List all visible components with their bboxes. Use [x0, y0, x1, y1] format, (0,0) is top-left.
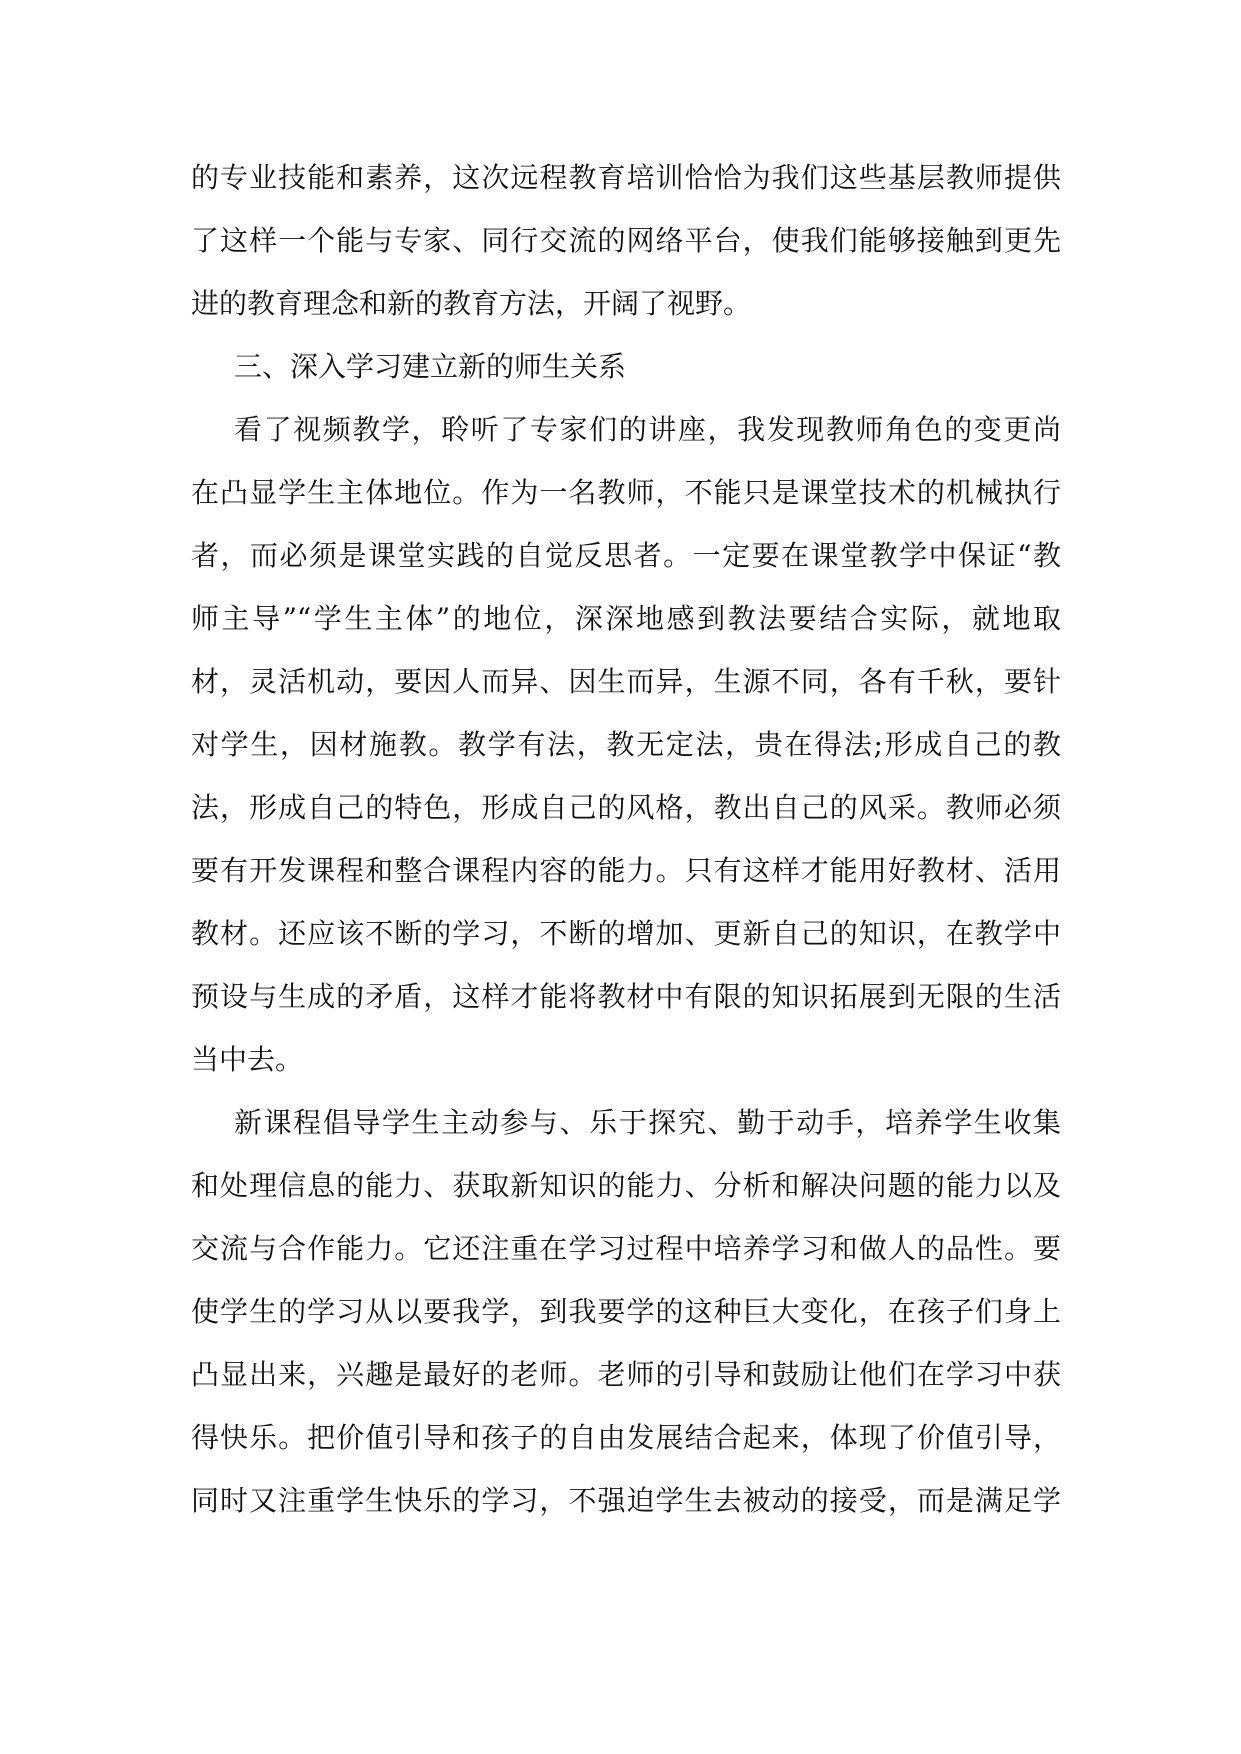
paragraph-line-9: 材，灵活机动，要因人而异、因生而异，生源不同，各有千秋，要针: [191, 665, 1061, 698]
paragraph-line-22: 同时又注重学生快乐的学习，不强迫学生去被动的接受，而是满足学: [191, 1484, 1061, 1517]
paragraph-line-6: 在凸显学生主体地位。作为一名教师，不能只是课堂技术的机械执行: [191, 476, 1061, 509]
paragraph-line-11: 法，形成自己的特色，形成自己的风格，教出自己的风采。教师必须: [191, 791, 1061, 824]
paragraph-line-14: 预设与生成的矛盾，这样才能将教材中有限的知识拓展到无限的生活: [191, 980, 1061, 1013]
paragraph-line-8: 师主导”“学生主体”的地位，深深地感到教法要结合实际，就地取: [191, 602, 1061, 635]
paragraph-line-18: 交流与合作能力。它还注重在学习过程中培养学习和做人的品性。要: [191, 1232, 1061, 1265]
paragraph-line-5: 看了视频教学，聆听了专家们的讲座，我发现教师角色的变更尚: [234, 413, 1061, 446]
paragraph-line-15: 当中去。: [191, 1043, 304, 1076]
paragraph-line-13: 教材。还应该不断的学习，不断的增加、更新自己的知识，在教学中: [191, 917, 1061, 950]
paragraph-line-10: 对学生，因材施教。教学有法，教无定法，贵在得法;形成自己的教: [191, 728, 1061, 761]
paragraph-line-2: 了这样一个能与专家、同行交流的网络平台，使我们能够接触到更先: [191, 224, 1061, 257]
paragraph-line-20: 凸显出来，兴趣是最好的老师。老师的引导和鼓励让他们在学习中获: [191, 1358, 1061, 1391]
paragraph-line-7: 者，而必须是课堂实践的自觉反思者。一定要在课堂教学中保证“教: [191, 539, 1061, 572]
paragraph-line-1: 的专业技能和素养，这次远程教育培训恰恰为我们这些基层教师提供: [191, 161, 1061, 194]
paragraph-line-16: 新课程倡导学生主动参与、乐于探究、勤于动手，培养学生收集: [234, 1106, 1061, 1139]
paragraph-line-3: 进的教育理念和新的教育方法，开阔了视野。: [191, 287, 752, 320]
paragraph-line-17: 和处理信息的能力、获取新知识的能力、分析和解决问题的能力以及: [191, 1169, 1061, 1202]
paragraph-line-12: 要有开发课程和整合课程内容的能力。只有这样才能用好教材、活用: [191, 854, 1061, 887]
section-heading: 三、深入学习建立新的师生关系: [234, 350, 627, 383]
paragraph-line-21: 得快乐。把价值引导和孩子的自由发展结合起来，体现了价值引导，: [191, 1421, 1061, 1454]
paragraph-line-19: 使学生的学习从以要我学，到我要学的这种巨大变化，在孩子们身上: [191, 1295, 1061, 1328]
